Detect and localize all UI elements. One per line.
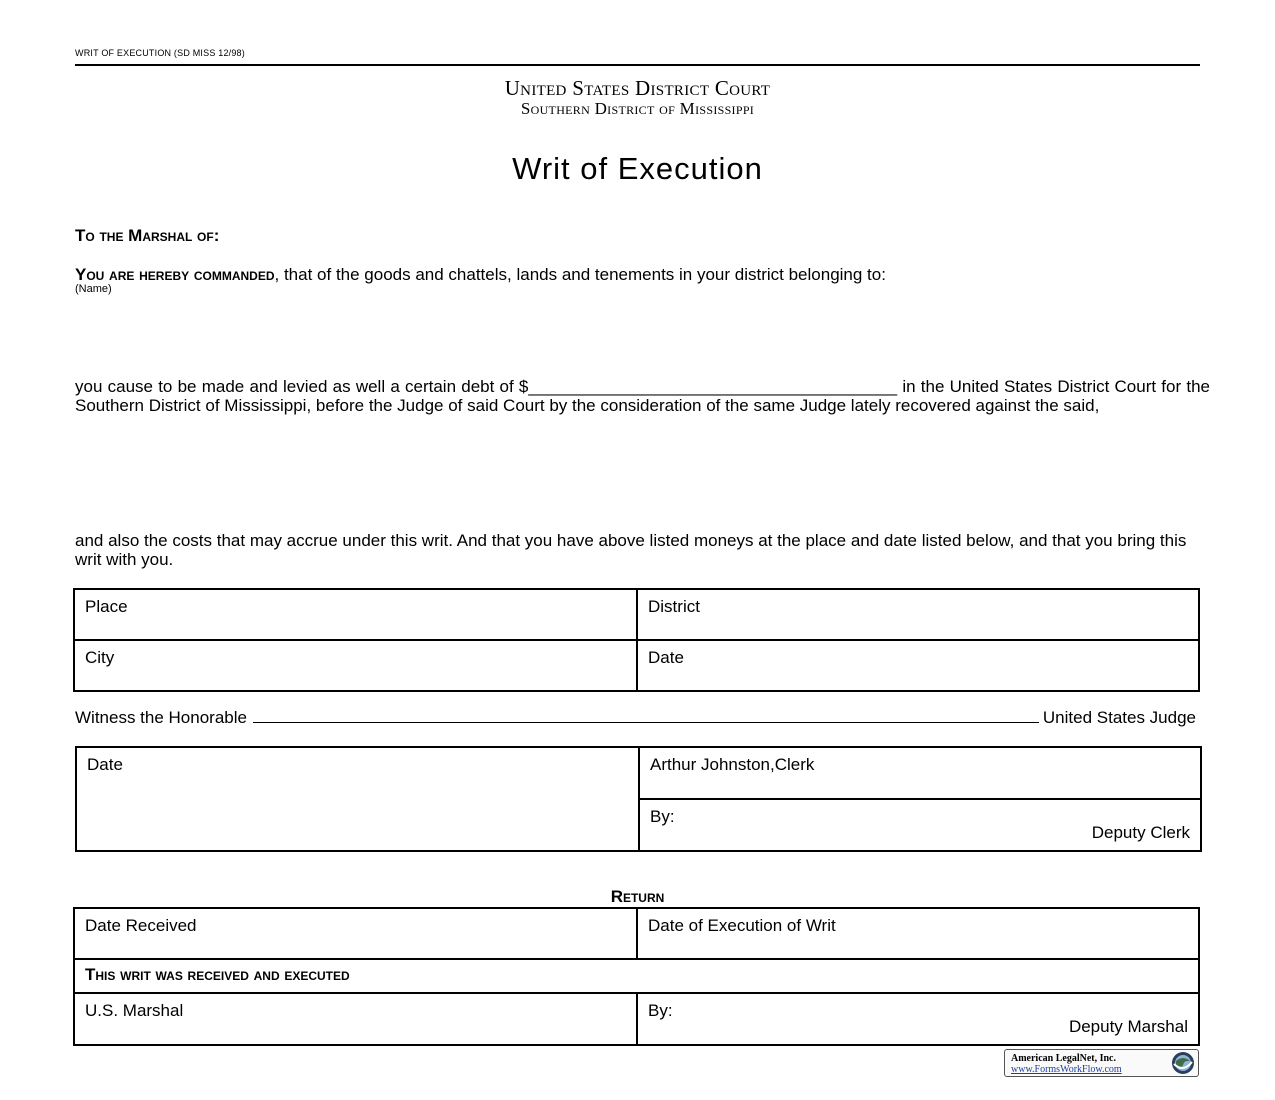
- legalnet-logo[interactable]: [1004, 1049, 1199, 1077]
- witness-lead: Witness the Honorable: [75, 708, 247, 727]
- clerk-table: [75, 746, 1202, 852]
- date-executed-field[interactable]: Date of Execution of Writ: [637, 908, 1199, 959]
- witness-trail: United States Judge: [1042, 708, 1196, 727]
- page-title: Writ of Execution: [512, 151, 763, 186]
- clerk-signature-field[interactable]: [639, 799, 1201, 851]
- marshal-by-label: By:: [648, 1001, 673, 1020]
- debt-paragraph: you cause to be made and levied as well a certain debt of $_______________________________________ in the United States District Court for the Southern District of Mississippi, before the Judge of said Court by the consideration of the same Judge lately recovered against the said,: [75, 377, 1210, 415]
- command-lead: You are hereby commanded: [75, 265, 275, 284]
- form-id: WRIT OF EXECUTION (SD MISS 12/98): [75, 48, 245, 58]
- name-hint: (Name): [75, 283, 112, 295]
- to-marshal-label: To the Marshal of:: [75, 226, 220, 245]
- us-marshal-field[interactable]: U.S. Marshal: [74, 993, 637, 1045]
- court-name: United States District Court: [504, 76, 771, 100]
- header-rule: [75, 64, 1200, 66]
- place-field[interactable]: Place: [74, 589, 637, 640]
- city-field[interactable]: City: [74, 640, 637, 691]
- logo-brand: American LegalNet, Inc.: [1011, 1053, 1116, 1064]
- court-district: Southern District of Mississippi: [520, 99, 755, 118]
- witness-line: [75, 708, 1196, 728]
- deputy-marshal-label: Deputy Marshal: [1068, 1017, 1188, 1036]
- judge-name-blank[interactable]: [253, 708, 1039, 723]
- costs-paragraph: and also the costs that may accrue under this writ. And that you have above listed moneys at the place and date listed below, and that you bring this writ with you.: [75, 531, 1187, 569]
- received-executed-label: This writ was received and executed: [74, 959, 1199, 993]
- clerk-name: Arthur Johnston,Clerk: [639, 747, 1201, 799]
- clerk-date-field[interactable]: Date: [76, 747, 639, 851]
- return-heading: Return: [610, 887, 665, 906]
- return-table: [73, 907, 1200, 1046]
- district-field[interactable]: District: [637, 589, 1199, 640]
- marshal-signature-field[interactable]: [637, 993, 1199, 1045]
- deputy-clerk-label: Deputy Clerk: [1091, 823, 1190, 842]
- logo-url[interactable]: www.FormsWorkFlow.com: [1011, 1064, 1122, 1075]
- command-sentence: [75, 265, 1210, 284]
- command-rest: , that of the goods and chattels, lands and tenements in your district belonging to:: [274, 265, 886, 284]
- globe-icon: [1171, 1051, 1195, 1075]
- place-date-table: [73, 588, 1200, 692]
- clerk-by-label: By:: [650, 807, 675, 826]
- date-received-field[interactable]: Date Received: [74, 908, 637, 959]
- date-field[interactable]: Date: [637, 640, 1199, 691]
